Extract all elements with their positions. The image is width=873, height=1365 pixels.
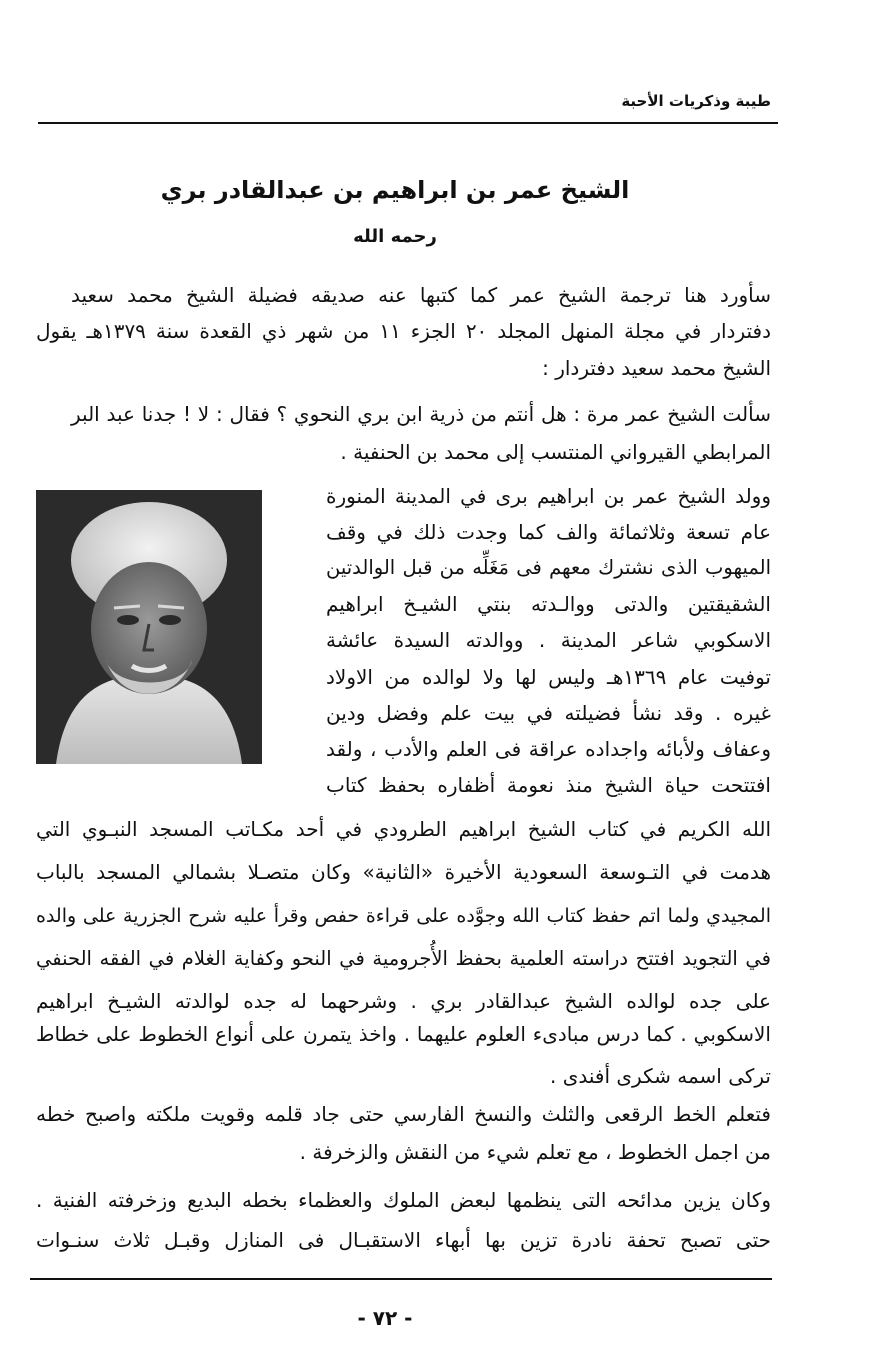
text-line: سألت الشيخ عمر مرة : هل أنتم من ذرية ابن بري النحوي ؟ فقال : لا ! جدنا عبد البر [71, 402, 771, 426]
text-line: الاسكوبي . كما درس مبادىء العلوم عليهما . واخذ يتمرن على أنواع الخطوط على خطاط [36, 1022, 771, 1046]
text-line: وعفاف ولأبائه واجداده عراقة فى العلم والأدب ، ولقد [326, 737, 771, 761]
page-number: - ٧٢ - [357, 1306, 413, 1330]
article-subtitle: رحمه الله [353, 226, 437, 247]
text-line: عام تسعة وثلاثمائة والف كما وجدت ذلك في وقف [326, 520, 771, 544]
text-line: في التجويد افتتح دراسته العلمية بحفظ الأُجرومية في النحو وكفاية الغلام في الفقه الحنفي [36, 947, 771, 970]
text-line: الميهوب الذى نشترك معهم فى مَغَلِّه من قبل الوالدتين [326, 556, 771, 579]
text-line: وكان يزين مدائحه التى ينظمها لبعض الملوك والعظماء بخطه البديع وزخرفته الفنية . [36, 1188, 771, 1212]
text-line: حتى تصبح تحفة نادرة تزين بها أبهاء الاستقبـال فى المنازل وقبـل ثلاث سنـوات [36, 1228, 771, 1252]
text-line: تركى اسمه شكرى أفندى . [550, 1064, 771, 1088]
text-line: افتتحت حياة الشيخ منذ نعومة أظفاره بحفظ كتاب [326, 773, 771, 797]
text-line: الشقيقتين والدتى ووالـدته بنتي الشيـخ ابراهيم [326, 592, 771, 616]
portrait-photo [36, 490, 262, 764]
text-line: الاسكوبي شاعر المدينة . ووالدته السيدة عائشة [326, 628, 771, 652]
text-line: الله الكريم في كتاب الشيخ ابراهيم الطرودي في أحد مكـاتب المسجد النبـوي التي [36, 817, 771, 841]
text-line: الشيخ محمد سعيد دفتردار : [542, 356, 771, 380]
text-line: وولد الشيخ عمر بن ابراهيم برى في المدينة المنورة [326, 484, 771, 508]
text-line: فتعلم الخط الرقعى والثلث والنسخ الفارسي حتى جاد قلمه وقويت ملكته واصبح خطه [36, 1102, 771, 1126]
text-line: غيره . وقد نشأ فضيلته في بيت علم وفضل ودين [326, 701, 771, 725]
footer-rule [30, 1278, 772, 1280]
text-line: المجيدي ولما اتم حفظ كتاب الله وجوَّده على قراءة حفص وقرأ عليه شرح الجزرية على والده [36, 905, 771, 927]
text-line: دفتردار في مجلة المنهل المجلد ٢٠ الجزء ١١ من شهر ذي القعدة سنة ١٣٧٩هـ يقول [36, 319, 771, 343]
text-line: المرابطي القيرواني المنتسب إلى محمد بن الحنفية . [340, 440, 771, 464]
text-line: على جده لوالده الشيخ عبدالقادر بري . وشرحهما له جده لوالدته الشيـخ ابراهيم [36, 989, 771, 1013]
text-line: سأورد هنا ترجمة الشيخ عمر كما كتبها عنه صديقه فضيلة الشيخ محمد سعيد [71, 283, 771, 307]
header-rule [38, 122, 778, 124]
article-title: الشيخ عمر بن ابراهيم بن عبدالقادر بري [160, 176, 630, 204]
text-line: من اجمل الخطوط ، مع تعلم شيء من النقش والزخرفة . [299, 1140, 771, 1164]
text-line: هدمت في التـوسعة السعودية الأخيرة «الثانية» وكان متصـلا بشمالي المسجد بالباب [36, 860, 771, 884]
text-line: توفيت عام ١٣٦٩هـ وليس لها ولا لوالده من الاولاد [326, 665, 771, 689]
running-header: طيبة وذكريات الأحبة [621, 92, 771, 110]
